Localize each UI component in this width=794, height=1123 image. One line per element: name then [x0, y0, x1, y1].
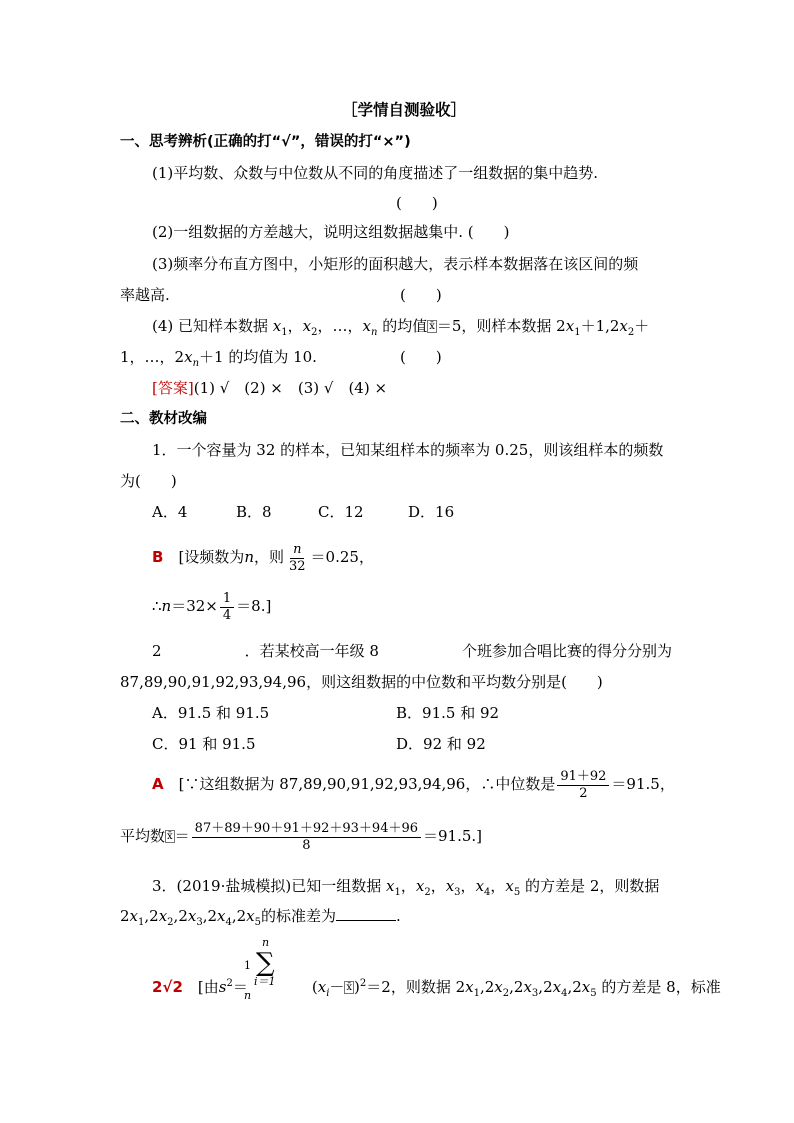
problem-3-answer-letter: 2√2 [152, 978, 183, 996]
problem-1-line1: 1．一个容量为 32 的样本，已知某组样本的频率为 0.25，则该组样本的频数 [152, 441, 664, 459]
sigma-symbol: ∑ [256, 948, 275, 978]
problem-3-solution: 2√2 [由$s^2= (x_i-$ x̄ )$^2$＝2，则数据 $2x_1,2x_2,2x_3,2x_4,2x_5$ 的方差是 8，标准 [152, 978, 721, 999]
question-3-line2: 率越高. [120, 286, 170, 304]
question-3-line1: (3)频率分布直方图中，小矩形的面积越大，表示样本数据落在该区间的频 [152, 255, 639, 273]
fraction-mean: $\frac{87+89+90+91+92+93+94+96}{8}$ [192, 821, 421, 854]
question-4-line2: 1，…，$2x_n+1$ 的均值为 10. [120, 348, 317, 369]
fraction-median: $\frac{91+92}{2}$ [557, 769, 609, 802]
part1-heading: 一、思考辨析(正确的打“√”，错误的打“×”) [120, 134, 411, 150]
xbar-icon: x̄ [346, 982, 353, 993]
sum-lower-limit: i＝1 [254, 975, 276, 988]
question-4-paren: ( ) [400, 348, 442, 366]
xbar-icon: x̄ [167, 831, 173, 842]
question-1-paren: ( ) [396, 194, 438, 212]
problem-2-option-c: C．91 和 91.5 [152, 735, 256, 753]
xbar-icon: x̄ [429, 321, 435, 332]
answer-label: [答案] [152, 379, 194, 397]
problem-3-line1: 3．(2019·盐城模拟)已知一组数据 $x_1$，$x_2$，$x_3$，$x_4$，$x_5$ 的方差是 2，则数据 [152, 877, 660, 898]
problem-3-line2: $2x_1,2x_2,2x_3,2x_4,2x_5$的标准差为 . [120, 907, 401, 928]
problem-1-option-b: B．8 [236, 503, 272, 521]
problem-2-solution-2: 平均数 x̄ ＝ $\frac{87+89+90+91+92+93+94+96}{8}$ ＝91.5.] [120, 820, 483, 853]
part2-heading: 二、教材改编 [120, 411, 207, 427]
problem-2-line2: 87,89,90,91,92,93,94,96，则这组数据的中位数和平均数分别是( ) [120, 673, 603, 691]
problem-2-line1: 2 ．若某校高一年级 8 个班参加合唱比赛的得分分别为 [152, 642, 672, 660]
page-title: ［学情自测验收］ [342, 101, 467, 119]
question-3-paren: ( ) [400, 286, 442, 304]
problem-1-answer-letter: B [152, 548, 164, 566]
answer-blank [336, 906, 396, 921]
problem-2-solution-1: A [∵这组数据为 87,89,90,91,92,93,94,96，∴中位数是 $\frac{91+92}{2}$ ＝91.5， [152, 768, 675, 801]
question-2: (2)一组数据的方差越大，说明这组数据越集中. ( ) [152, 223, 510, 241]
question-4-line1: (4) 已知样本数据 $x_1$，$x_2$，…，$x_n$ 的均值 x̄ ＝5，则样本数据 $2x_1+1,2x_2+$ [152, 317, 650, 338]
problem-1-line2: 为( ) [120, 472, 177, 490]
fraction-1-over-n-num: 1 [244, 959, 251, 972]
problem-1-solution-1: B [设频数为n，则 $\frac{n}{32}$ ＝0.25， [152, 541, 374, 574]
problem-2-option-d: D．92 和 92 [396, 735, 486, 753]
question-1: (1)平均数、众数与中位数从不同的角度描述了一组数据的集中趋势. [152, 164, 599, 182]
problem-2-answer-letter: A [152, 775, 164, 793]
problem-1-option-c: C．12 [318, 503, 364, 521]
fraction-1-over-n-den: n [244, 989, 252, 1002]
answer-line [152, 378, 387, 398]
problem-1-option-d: D．16 [408, 503, 455, 521]
problem-1-option-a: A．4 [152, 503, 188, 521]
sum-upper-limit: n [262, 936, 270, 949]
fraction-n-32: $\frac{n}{32}$ [289, 541, 306, 574]
problem-1-solution-2: ∴n＝32× $\frac{1}{4}$ ＝8.] [152, 590, 272, 623]
problem-2-option-b: B．91.5 和 92 [396, 704, 500, 722]
fraction-1-4: $\frac{1}{4}$ [220, 591, 234, 624]
answer-text: (1) √ (2) × (3) √ (4) × [193, 379, 388, 397]
problem-2-option-a: A．91.5 和 91.5 [152, 704, 270, 722]
